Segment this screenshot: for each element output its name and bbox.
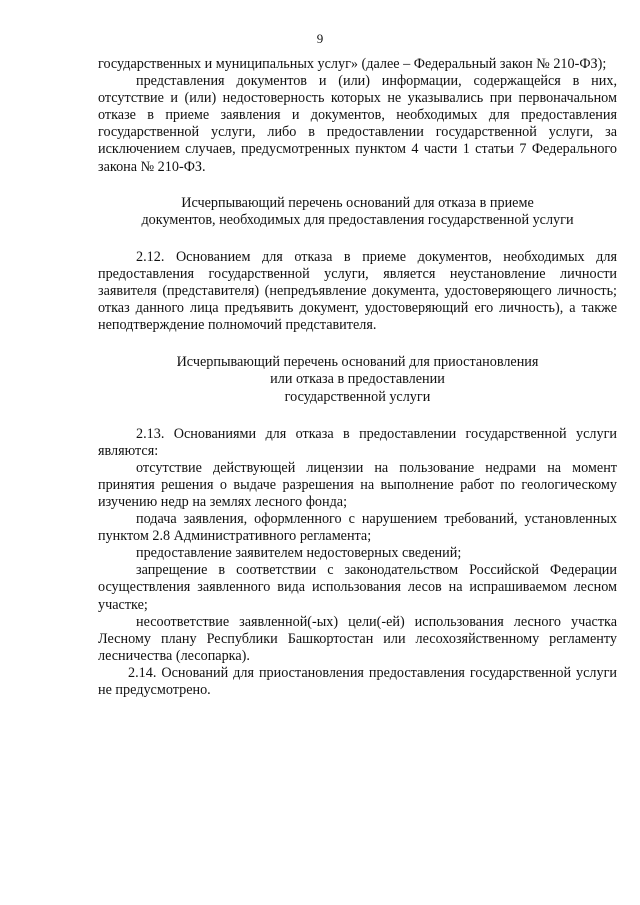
heading-line: государственной услуги	[284, 388, 431, 405]
heading-suspension-grounds	[98, 354, 617, 405]
section-2-14: 2.14. Оснований для приостановления предоставления государственной услуги не предусмотрено.	[98, 664, 617, 698]
list-item: подача заявления, оформленного с нарушением требований, установленных пунктом 2.8 Административного регламента;	[98, 511, 617, 545]
heading-refusal-grounds	[98, 195, 617, 229]
section-2-13: 2.13. Основаниями для отказа в предоставлении государственной услуги являются:	[98, 425, 617, 459]
page-number: 9	[316, 31, 324, 46]
list-item: предоставление заявителем недостоверных сведений;	[136, 545, 462, 562]
list-item: отсутствие действующей лицензии на пользование недрами на момент принятия решения о выдаче разрешения на выполнение работ по геологическому изучению недр на землях лесного фонда;	[98, 459, 617, 510]
document-body	[98, 56, 617, 699]
paragraph-federal-law-ref: государственных и муниципальных услуг» (далее – Федеральный закон № 210-ФЗ);	[98, 56, 607, 72]
heading-line: документов, необходимых для предоставления государственной услуги	[141, 211, 574, 228]
heading-line: Исчерпывающий перечень оснований для приостановления	[176, 354, 539, 371]
list-item: запрещение в соответствии с законодательством Российской Федерации осуществления заявленного вида использования лесов на испрашиваемом лесном участке;	[98, 562, 617, 613]
paragraph-documents-info: представления документов и (или) информации, содержащейся в них, отсутствие и (или) недостоверность которых не указывались при первоначальном отказе в приеме заявления и документов, необходимых для предоставления государственной услуги, либо в предоставлении государственной услуги, за исключением случаев, предусмотренных пунктом 4 части 1 статьи 7 Федерального закона № 210-ФЗ.	[98, 73, 617, 175]
heading-line: или отказа в предоставлении	[270, 371, 445, 388]
heading-line: Исчерпывающий перечень оснований для отказа в приеме	[181, 194, 534, 211]
list-item: несоответствие заявленной(-ых) цели(-ей) использования лесного участка Лесному плану Республики Башкортостан или лесохозяйственному регламенту лесничества (лесопарка).	[98, 613, 617, 664]
section-2-12: 2.12. Основанием для отказа в приеме документов, необходимых для предоставления государственной услуги, является неустановление личности заявителя (представителя) (непредъявление документа, удостоверяющего личность; отказ данного лица предъявить документ, удостоверяющий его личность), а также неподтверждение полномочий представителя.	[98, 248, 617, 334]
